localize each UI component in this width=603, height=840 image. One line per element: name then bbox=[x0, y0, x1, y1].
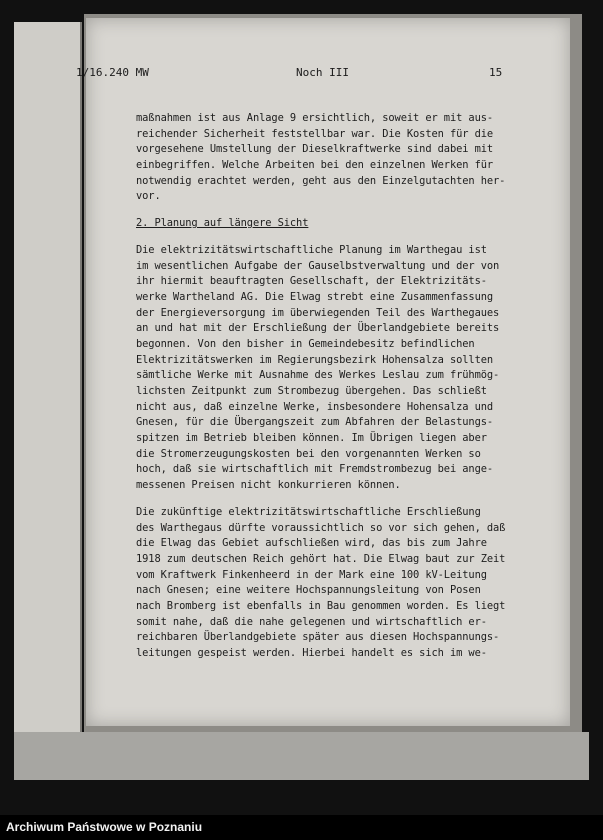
text-line: der Energieversorgung im überwiegenden Teil des Warthegaues bbox=[136, 306, 500, 319]
text-line: im wesentlichen Aufgabe der Gauselbstverwaltung und der von bbox=[136, 259, 500, 272]
text-line: notwendig erachtet werden, geht aus den Einzelgutachten her- bbox=[136, 174, 506, 187]
section-heading: 2. Planung auf längere Sicht bbox=[136, 217, 309, 230]
text-line: vorgesehene Umstellung der Dieselkraftwerke sind dabei mit bbox=[136, 143, 494, 156]
text-line: begonnen. Von den bisher in Gemeindebesitz befindlichen bbox=[136, 337, 475, 350]
paragraph bbox=[136, 505, 536, 662]
text-line: des Warthegaus dürfte voraussichtlich so vor sich gehen, daß bbox=[136, 521, 506, 534]
text-line: Elektrizitätswerken im Regierungsbezirk Hohensalza sollten bbox=[136, 353, 494, 366]
text-line: leitungen gespeist werden. Hierbei handelt es sich im we- bbox=[136, 647, 487, 659]
text-line: nicht aus, daß einzelne Werke, insbesondere Hohensalza und bbox=[136, 400, 494, 413]
text-line: einbegriffen. Welche Arbeiten bei den einzelnen Werken für bbox=[136, 159, 494, 172]
text-line: werke Wartheland AG. Die Elwag strebt eine Zusammenfassung bbox=[136, 290, 494, 303]
text-line: vor. bbox=[136, 190, 161, 203]
text-line: nach Gnesen; eine weitere Hochspannungsleitung von Posen bbox=[136, 584, 481, 597]
text-line: an und hat mit der Erschließung der Überlandgebiete bereits bbox=[136, 322, 500, 335]
text-line: somit nahe, daß die nahe gelegenen und wirtschaftlich er- bbox=[136, 615, 487, 628]
document-reference: 1/16.240 MW bbox=[76, 66, 149, 79]
text-line: nach Bromberg ist ebenfalls in Bau genommen worden. Es liegt bbox=[136, 599, 506, 612]
text-line: hoch, daß sie wirtschaftlich mit Fremdstrombezug bei ange- bbox=[136, 463, 494, 476]
text-line: reichender Sicherheit feststellbar war. Die Kosten für die bbox=[136, 127, 494, 140]
text-line: 1918 zum deutschen Reich gehört hat. Die Elwag baut zur Zeit bbox=[136, 552, 506, 565]
text-line: lichsten Zeitpunkt zum Strombezug übergehen. Das schließt bbox=[136, 385, 487, 397]
archive-name: Archiwum Państwowe w Poznaniu bbox=[6, 820, 203, 834]
text-line: spitzen im Betrieb bleiben können. Im Übrigen liegen aber bbox=[136, 432, 487, 445]
paragraph bbox=[136, 243, 536, 494]
paragraph bbox=[136, 111, 536, 205]
page-number: 15 bbox=[489, 66, 503, 79]
left-sheet-edge bbox=[14, 22, 82, 732]
text-line: Die elektrizitätswirtschaftliche Planung im Warthegau ist bbox=[136, 243, 487, 256]
text-line: vom Kraftwerk Finkenheerd in der Mark eine 100 kV-Leitung bbox=[136, 568, 487, 581]
scanner-table bbox=[14, 732, 589, 780]
archive-footer bbox=[0, 815, 603, 840]
text-line: Gnesen, für die Übergangszeit zum Abfahren der Belastungs- bbox=[136, 416, 494, 429]
text-line: die Elwag das Gebiet aufschließen wird, das bis zum Jahre bbox=[136, 537, 487, 550]
text-line: ihr hiermit beauftragten Gesellschaft, der Elektrizitäts- bbox=[136, 275, 487, 288]
text-line: sämtliche Werke mit Ausnahme des Werkes Leslau zum frühmög- bbox=[136, 369, 500, 382]
text-line: Die zukünftige elektrizitätswirtschaftliche Erschließung bbox=[136, 505, 481, 518]
text-line: messenen Preisen nicht konkurrieren können. bbox=[136, 479, 401, 492]
text-line: maßnahmen ist aus Anlage 9 ersichtlich, soweit er mit aus- bbox=[136, 112, 494, 124]
document-body bbox=[136, 111, 536, 662]
page-label: Noch III bbox=[296, 66, 349, 79]
text-line: die Stromerzeugungskosten bei den vorgenannten Werken so bbox=[136, 447, 481, 460]
text-line: reichbaren Überlandgebiete später aus diesen Hochspannungs- bbox=[136, 631, 500, 644]
